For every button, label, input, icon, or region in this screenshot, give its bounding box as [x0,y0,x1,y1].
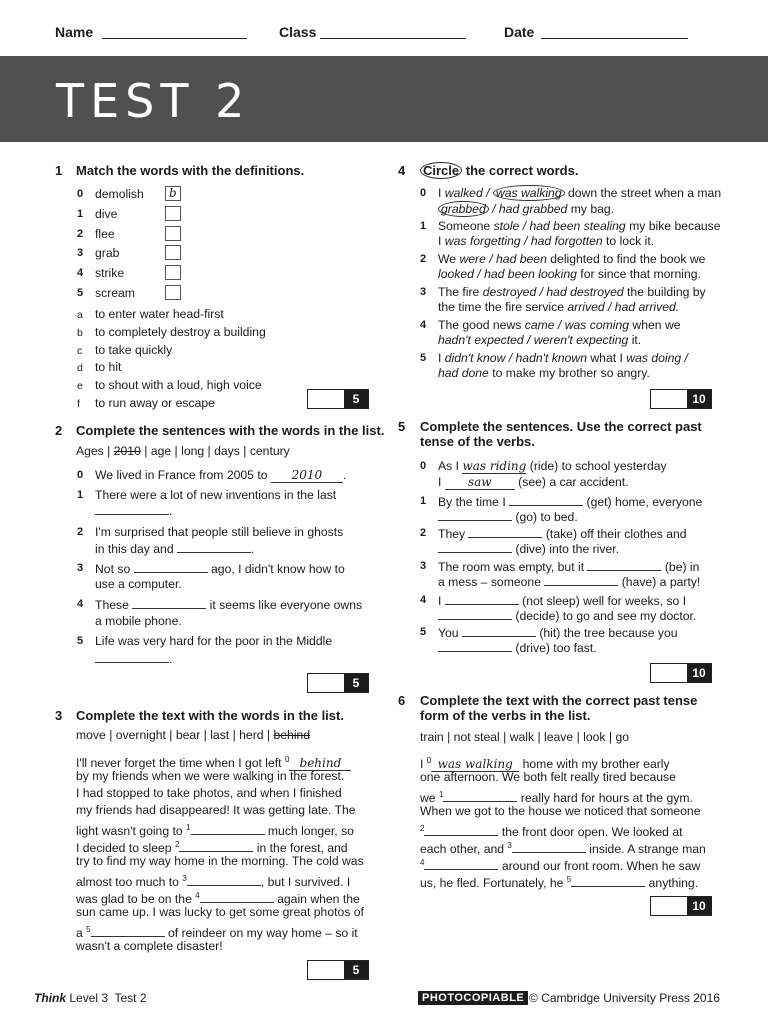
q4-item-num: 0 [420,187,427,199]
q6-blank[interactable] [571,875,645,887]
q4-item-num: 4 [420,319,427,331]
q2-list-word: age [150,444,172,458]
q5-blank[interactable] [438,541,512,553]
q6-title-cont: form of the verbs in the list. [420,708,591,723]
q2-list-word: days [214,444,240,458]
q5-title-cont: tense of the verbs. [420,434,535,449]
q4-number: 4 [398,163,406,178]
q2-item-cont: in this day and . [95,542,255,556]
class-label: Class [279,24,317,40]
q5-number: 5 [398,419,406,434]
name-label: Name [55,24,94,40]
q1-definition: to completely destroy a building [95,325,266,339]
q1-definition: to shout with a loud, high voice [95,378,262,392]
q2-example-answer: 2010 [271,469,343,483]
page-title: TEST 2 [56,74,251,128]
q5-score-box[interactable] [650,663,712,683]
q5-blank[interactable] [468,526,542,538]
q3-blank[interactable] [191,823,265,835]
q5-blank[interactable] [438,640,512,652]
q2-item-num: 4 [77,598,84,610]
q5-blank[interactable] [445,593,519,605]
q5-example-answer: was riding [462,459,527,473]
q2-item-cont: use a computer. [95,577,182,591]
q2-list-word: Ages [76,444,104,458]
q4-item-cont[interactable]: had done to make my brother so angry. [438,366,650,380]
q1-word: strike [95,266,125,280]
q4-item-cont[interactable]: hadn't expected / weren't expecting it. [438,333,642,347]
q1-answer: b [169,186,177,200]
q2-item-cont: . [95,503,172,519]
q4-item: I walked / was walking down the street when a man [438,186,722,200]
q4-item-cont[interactable]: looked / had been looking for since that morning. [438,267,701,281]
q5-item-cont: a mess – someone (have) a party! [438,575,701,589]
q6-score-box[interactable] [650,896,712,916]
q4-item-cont[interactable]: the time the fire service arrived / had arrived. [438,300,680,314]
q5-title: Complete the sentences. Use the correct past [420,419,702,434]
q5-blank[interactable] [462,625,536,637]
class-field[interactable] [320,38,466,39]
footer-book-info: Think Level 3 Test 2 [34,991,147,1005]
q4-score-total: 10 [687,390,711,408]
q3-number: 3 [55,708,63,723]
q2-score-box[interactable] [307,673,369,693]
q2-list-word: 2010 [113,444,141,458]
q6-list-word: not steal [453,730,500,744]
q1-word: flee [95,227,115,241]
q3-example-answer: behind [289,757,351,771]
q1-answer-box[interactable] [165,265,181,280]
q3-list-word: behind [273,728,311,742]
q4-item-num: 2 [420,253,427,265]
q2-score-total: 5 [344,674,368,692]
q3-list-word: bear [175,728,201,742]
q5-item: By the time I (get) home, everyone [438,495,703,509]
q1-def-letter: c [77,345,83,357]
q2-blank[interactable] [95,651,169,663]
q5-item-num: 2 [420,527,427,539]
q5-item: You (hit) the tree because you [438,626,678,640]
q4-item[interactable]: The good news came / was coming when we [438,318,681,332]
q5-item-num: 5 [420,626,427,638]
q6-list-word: leave [544,730,574,744]
q3-blank[interactable] [187,874,261,886]
q1-def-letter: d [77,362,83,374]
q1-score-box[interactable] [307,389,369,409]
q2-blank[interactable] [177,541,251,553]
q2-item-num: 3 [77,562,84,574]
q2-item: Not so ago, I didn't know how to [95,562,345,576]
q6-list-word: train [420,730,444,744]
q1-word: scream [95,286,135,300]
q5-item: The room was empty, but it (be) in [438,560,700,574]
q2-number: 2 [55,423,63,438]
q3-list-word: last [210,728,230,742]
q1-def-letter: a [77,309,83,321]
q5-blank[interactable] [544,574,618,586]
q2-item: We lived in France from 2005 to 2010 . [95,468,347,482]
q2-list-word: long [181,444,205,458]
q4-circled-answer: was walking [493,185,565,201]
q1-title: Match the words with the definitions. [76,163,305,178]
q3-blank[interactable] [200,891,274,903]
q3-word-list: move | overnight | bear | last | herd | behind [76,728,311,742]
q1-definition: to run away or escape [95,396,215,410]
q2-item-num: 2 [77,526,84,538]
name-field[interactable] [102,38,247,39]
q5-item-num: 3 [420,560,427,572]
q1-def-letter: e [77,380,83,392]
q1-score-total: 5 [344,390,368,408]
q4-score-box[interactable] [650,389,712,409]
q2-word-list: Ages | 2010 | age | long | days | century [76,444,290,458]
q2-list-word: century [249,444,290,458]
q3-list-word: herd [239,728,264,742]
q1-word-num: 0 [77,188,84,200]
q4-item[interactable]: We were / had been delighted to find the book we [438,252,706,266]
q1-word: grab [95,246,120,260]
q2-item: These it seems like everyone owns [95,598,363,612]
q5-score-total: 10 [687,664,711,682]
q3-blank[interactable] [91,925,165,937]
q5-item-num: 1 [420,495,427,507]
q6-blank[interactable] [512,841,586,853]
q6-number: 6 [398,693,406,708]
q5-blank[interactable] [587,559,661,571]
q6-title: Complete the text with the correct past tense [420,693,698,708]
q2-item: I'm surprised that people still believe in ghosts [95,525,344,539]
q2-item: There were a lot of new inventions in the last [95,488,337,502]
q3-blank[interactable] [179,840,253,852]
q4-item-cont[interactable]: I was forgetting / had forgotten to lock it. [438,234,655,248]
q6-list-word: look [583,730,606,744]
q5-item: As I was riding (ride) to school yesterday [438,459,667,473]
q2-item-cont: a mobile phone. [95,614,182,628]
q5-blank[interactable] [438,509,512,521]
q1-word-num: 5 [77,287,84,299]
q2-blank[interactable] [132,597,206,609]
q6-blank[interactable] [424,824,498,836]
q1-definition: to hit [95,360,122,374]
q2-blank[interactable] [95,503,169,515]
q1-number: 1 [55,163,63,178]
q2-title: Complete the sentences with the words in the list. [76,423,385,438]
photocopiable-badge: PHOTOCOPIABLE [418,991,528,1005]
q2-item: Life was very hard for the poor in the Middle [95,634,333,648]
q5-item-num: 4 [420,594,427,606]
q3-title: Complete the text with the words in the list. [76,708,344,723]
q4-item[interactable]: Someone stole / had been stealing my bike because [438,219,721,233]
q6-list-word: go [615,730,630,744]
q1-answer-box[interactable] [165,226,181,241]
q3-score-box[interactable] [307,960,369,980]
q5-blank[interactable] [509,494,583,506]
date-field[interactable] [541,38,688,39]
q1-word-num: 1 [77,208,84,220]
q2-item-num: 1 [77,489,84,501]
q5-item: I (not sleep) well for weeks, so I [438,594,687,608]
q2-item-cont: . [95,651,172,667]
q1-word-num: 2 [77,228,84,240]
q6-list-word: walk [509,730,535,744]
q5-item-num: 0 [420,460,427,472]
q5-item-cont: (drive) too fast. [438,640,597,656]
q4-circled-answer: grabbed [438,201,489,217]
q1-answer-box[interactable] [165,186,181,201]
q5-item: They (take) off their clothes and [438,527,687,541]
q4-item[interactable]: I didn't know / hadn't known what I was doing / [438,351,688,365]
q5-item-cont: I saw (see) a car accident. [438,475,629,489]
q4-item-cont: grabbed / had grabbed my bag. [438,202,614,217]
q3-list-word: overnight [115,728,166,742]
q1-answer-box[interactable] [165,206,181,221]
q2-item-num: 0 [77,469,84,481]
q4-circle-word: Circle [420,162,462,179]
q1-answer-box[interactable] [165,285,181,300]
q1-word: demolish [95,187,144,201]
q4-item-num: 5 [420,352,427,364]
q6-example-answer: was walking [431,758,519,772]
q2-blank[interactable] [134,561,208,573]
q3-list-word: move [76,728,106,742]
q1-word-num: 3 [77,247,84,259]
q5-item-cont: (go) to bed. [438,509,578,525]
q5-item-cont: (decide) to go and see my doctor. [438,608,696,624]
q1-word: dive [95,207,118,221]
q5-blank[interactable] [438,608,512,620]
q6-score-total: 10 [687,897,711,915]
q1-def-letter: b [77,327,83,339]
q5-example-answer: saw [445,476,515,490]
q4-item-num: 1 [420,220,427,232]
q1-def-letter: f [77,398,80,410]
q4-item-num: 3 [420,286,427,298]
date-label: Date [504,24,535,40]
q1-word-num: 4 [77,267,84,279]
q4-title: Circle the correct words. [420,163,578,178]
q6-blank[interactable] [443,790,517,802]
q1-definition: to take quickly [95,343,173,357]
q3-score-total: 5 [344,961,368,979]
q2-item-num: 5 [77,635,84,647]
q1-answer-box[interactable] [165,245,181,260]
q1-definition: to enter water head-first [95,307,224,321]
q4-item[interactable]: The fire destroyed / had destroyed the building by [438,285,706,299]
copyright: © Cambridge University Press 2016 [529,991,720,1005]
q6-word-list: train | not steal | walk | leave | look | go [420,730,630,744]
q6-blank[interactable] [424,858,498,870]
q5-item-cont: (dive) into the river. [438,541,619,557]
